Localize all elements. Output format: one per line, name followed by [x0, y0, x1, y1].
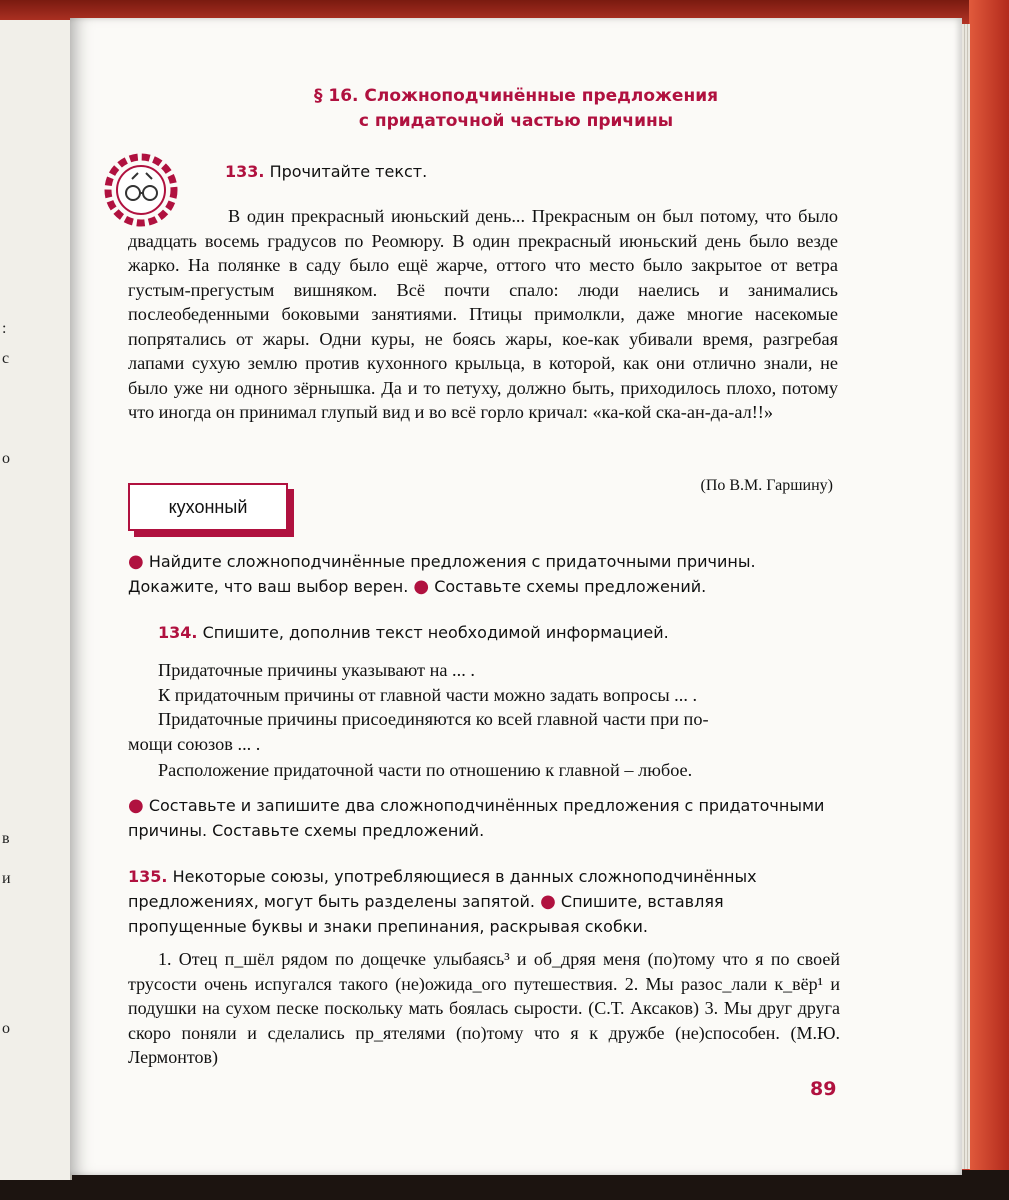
left-page-fragment: с	[2, 350, 10, 367]
bullet-icon: ●	[540, 891, 556, 912]
exercise-135-heading	[128, 864, 840, 939]
task-text: Найдите сложноподчинённые предложения с придаточными причины. Докажите, что ваш выбор верен.	[128, 552, 756, 596]
left-page-fragment: и	[2, 870, 11, 887]
exercise-134-line: К придаточным причины от главной части можно задать вопросы ... .	[158, 685, 698, 705]
exercise-135-text: 1. Отец п_шёл рядом по дощечке улыбаясь³ и об_дряя меня (по)тому что я по своей трусости очень испугался такого (не)ожида_ого путешествия. 2. Мы разос_лали к_вёр¹ и подушки на сухом песке поскольку мать боялась сырости. (С.Т. Аксаков) 3. Мы друг друга скоро поняли и сделались пр_ятелями (по)тому что я к дружбе (не)способен. (М.Ю. Лермонтов)	[128, 949, 840, 1067]
exercise-number: 135.	[128, 867, 168, 886]
exercise-134-line: Придаточные причины указывают на ... .	[158, 660, 475, 680]
task-text: Составьте схемы предложений.	[434, 577, 707, 596]
left-page-fragment: о	[2, 1020, 10, 1037]
text-source: (По В.М. Гаршину)	[700, 477, 833, 494]
exercise-134-task	[128, 793, 840, 843]
exercise-134-line: Придаточные причины присоединяются ко всей главной части при по-	[158, 709, 709, 729]
exercise-instruction: Спишите, дополнив текст необходимой информацией.	[202, 623, 669, 642]
textbook-page	[70, 18, 962, 1175]
exercise-133-heading	[225, 160, 427, 184]
exercise-133-text: В один прекрасный июньский день... Прекрасным он был потому, что было двадцать восемь градусов по Реомюру. В один прекрасный июньский день было везде жарко. На полянке в саду было ещё жарче, оттого что место было закрытое от ветра густым-прегустым вишняком. Всё почти спало: люди наелись и занимались послеобеденными боковыми занятиями. Птицы примолкли, даже многие насекомые попрятались от жары. Одни куры, не боясь жары, кое-как убивали время, разгребая лапами сухую землю против кухонного крыльца, в которой, как они отлично знали, не было уже ни одного зёрнышка. Да и то петуху, должно быть, приходилось плохо, потому что иногда он принимал глупый вид и во всё горло кричал: «ка-кой ска-ан-да-ал!!»	[128, 206, 838, 422]
exercise-instruction: Некоторые союзы, употребляющиеся в данных сложноподчинённых предложениях, могут быть разделены запятой.	[128, 867, 757, 911]
task-text: Спишите, вставляя пропущенные буквы и знаки препинания, раскрывая скобки.	[128, 892, 724, 936]
task-text: Составьте и запишите два сложноподчинённых предложения с придаточными причины. Составьте схемы предложений.	[128, 796, 825, 840]
bullet-icon: ●	[128, 551, 144, 572]
left-page-fragment: в	[2, 830, 10, 847]
exercise-number: 133.	[225, 162, 265, 181]
left-page-fragment: :	[2, 320, 7, 337]
left-page-edge	[0, 20, 72, 1180]
bullet-icon: ●	[413, 576, 430, 597]
exercise-134-line: мощи союзов ... .	[128, 734, 261, 754]
section-title-line2: с придаточной частью причины	[358, 111, 674, 131]
bullet-icon: ●	[128, 795, 144, 816]
book-cover-right	[969, 0, 1009, 1200]
page-stack-edge	[962, 24, 970, 1169]
exercise-instruction: Прочитайте текст.	[269, 162, 428, 181]
vocabulary-word-box: кухонный	[128, 483, 288, 531]
exercise-133-tasks	[128, 549, 840, 599]
exercise-134-heading	[158, 621, 669, 645]
exercise-134-line: Расположение придаточной части по отношению к главной – любое.	[158, 760, 693, 780]
exercise-number: 134.	[158, 623, 198, 642]
left-page-fragment: о	[2, 450, 10, 467]
section-title-line1: § 16. Сложноподчинённые предложения	[313, 86, 719, 106]
page-number: 89	[810, 1078, 837, 1100]
